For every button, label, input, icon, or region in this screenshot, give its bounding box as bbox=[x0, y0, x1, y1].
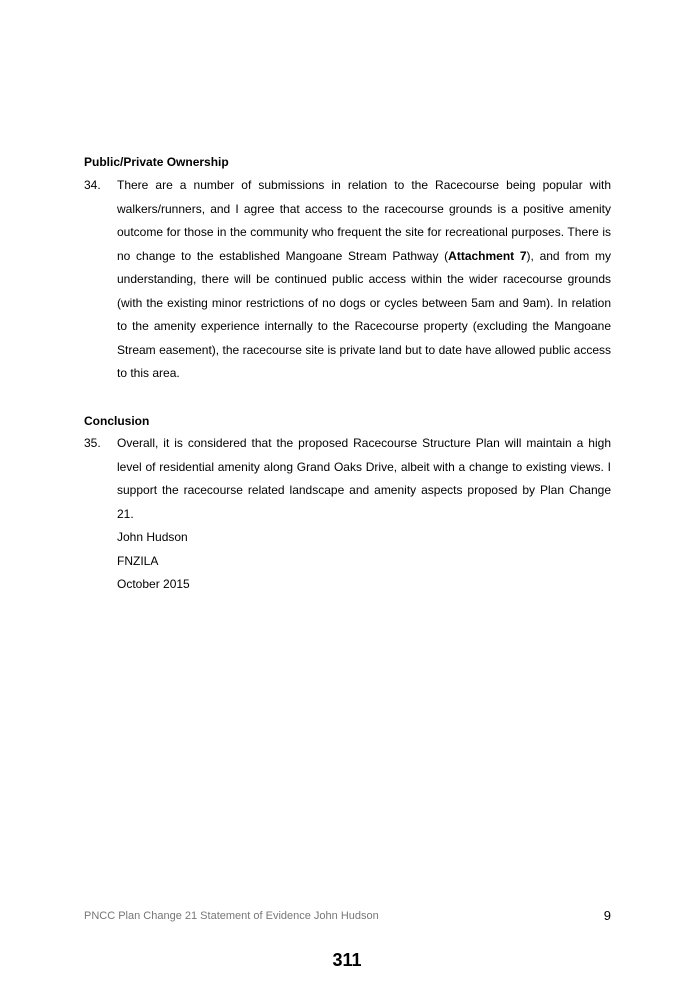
paragraph-number: 35. bbox=[84, 436, 101, 450]
section-heading-conclusion: Conclusion bbox=[84, 414, 150, 428]
signature-date: October 2015 bbox=[117, 577, 190, 591]
paragraph-text: Overall, it is considered that the proposed Racecourse Structure Plan will maintain a high level of residential amenity along Grand Oaks Drive, albeit with a change to existing views. I support the racecourse related landscape and amenity aspects proposed by Plan Change 21. bbox=[117, 436, 611, 521]
footer-title: PNCC Plan Change 21 Statement of Evidence John Hudson bbox=[84, 910, 379, 922]
page-stamp: 311 bbox=[332, 950, 362, 970]
signature-title: FNZILA bbox=[117, 554, 159, 568]
paragraph-35 bbox=[84, 432, 611, 526]
signature-name: John Hudson bbox=[117, 530, 188, 544]
paragraph-34 bbox=[84, 174, 611, 386]
paragraph-text: There are a number of submissions in relation to the Racecourse being popular with walkers/runners, and I agree that access to the racecourse grounds is a positive amenity outcome for those in the community who frequent the site for recreational purposes. There is no change to the established Mangoane Stream Pathway (Attachment 7), and from my understanding, there will be continued public access within the wider racecourse grounds (with the existing minor restrictions of no dogs or cycles between 5am and 9am). In relation to the amenity experience internally to the Racecourse property (excluding the Mangoane Stream easement), the racecourse site is private land but to date have allowed public access to this area. bbox=[117, 178, 612, 380]
attachment-reference: Attachment 7 bbox=[448, 248, 527, 263]
footer-page-number: 9 bbox=[603, 908, 611, 923]
section-heading-ownership: Public/Private Ownership bbox=[84, 155, 229, 169]
paragraph-number: 34. bbox=[84, 178, 101, 192]
